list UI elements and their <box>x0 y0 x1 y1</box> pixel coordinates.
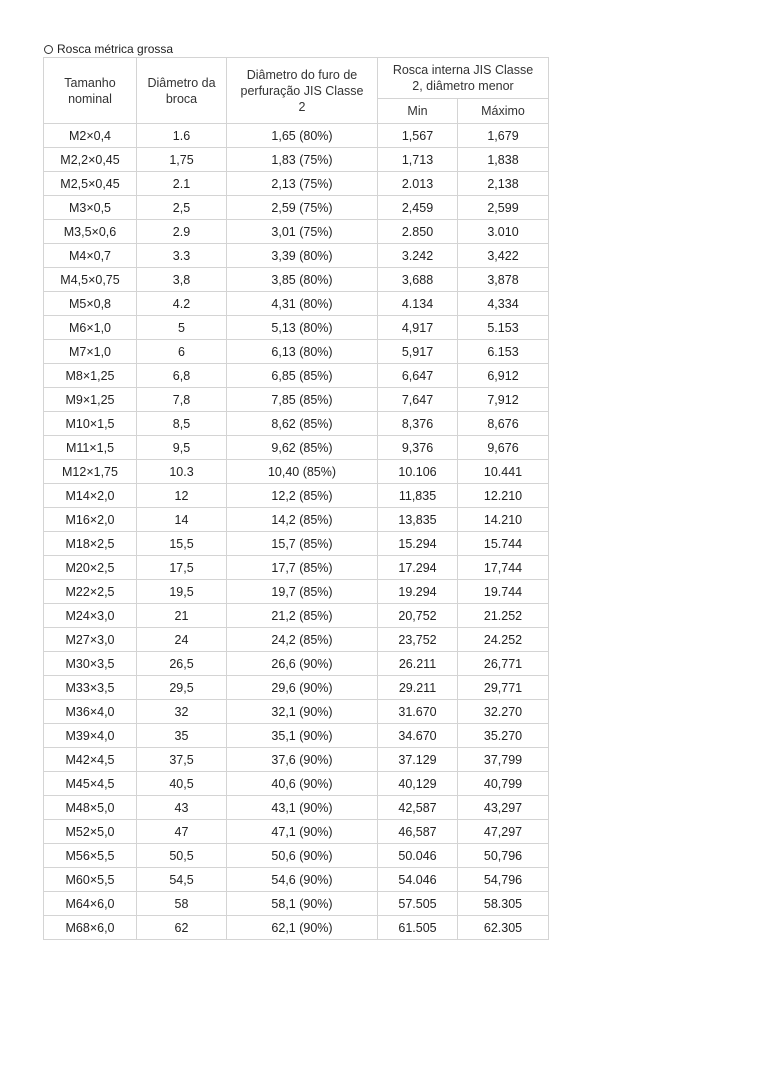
cell-min: 9,376 <box>378 436 458 460</box>
cell-hole-diameter: 17,7 (85%) <box>227 556 378 580</box>
cell-hole-diameter: 35,1 (90%) <box>227 724 378 748</box>
cell-drill-diameter: 2,5 <box>137 196 227 220</box>
cell-hole-diameter: 58,1 (90%) <box>227 892 378 916</box>
cell-max: 3,878 <box>458 268 549 292</box>
cell-nominal-size: M22×2,5 <box>44 580 137 604</box>
cell-max: 1,838 <box>458 148 549 172</box>
cell-nominal-size: M60×5,5 <box>44 868 137 892</box>
cell-min: 23,752 <box>378 628 458 652</box>
cell-max: 3.010 <box>458 220 549 244</box>
cell-hole-diameter: 26,6 (90%) <box>227 652 378 676</box>
header-internal-thread: Rosca interna JIS Classe 2, diâmetro menor <box>378 58 549 99</box>
cell-drill-diameter: 58 <box>137 892 227 916</box>
cell-drill-diameter: 2.1 <box>137 172 227 196</box>
cell-nominal-size: M20×2,5 <box>44 556 137 580</box>
cell-hole-diameter: 21,2 (85%) <box>227 604 378 628</box>
cell-max: 32.270 <box>458 700 549 724</box>
header-min: Min <box>378 99 458 124</box>
cell-drill-diameter: 35 <box>137 724 227 748</box>
table-row <box>44 796 549 820</box>
table-row <box>44 772 549 796</box>
cell-min: 13,835 <box>378 508 458 532</box>
cell-nominal-size: M7×1,0 <box>44 340 137 364</box>
cell-max: 6.153 <box>458 340 549 364</box>
table-row <box>44 844 549 868</box>
cell-nominal-size: M33×3,5 <box>44 676 137 700</box>
cell-hole-diameter: 12,2 (85%) <box>227 484 378 508</box>
cell-max: 50,796 <box>458 844 549 868</box>
header-nominal-size: Tamanho nominal <box>44 58 137 124</box>
cell-min: 3.242 <box>378 244 458 268</box>
cell-hole-diameter: 7,85 (85%) <box>227 388 378 412</box>
cell-hole-diameter: 15,7 (85%) <box>227 532 378 556</box>
cell-hole-diameter: 3,85 (80%) <box>227 268 378 292</box>
cell-min: 1,567 <box>378 124 458 148</box>
cell-min: 2,459 <box>378 196 458 220</box>
cell-min: 3,688 <box>378 268 458 292</box>
cell-drill-diameter: 15,5 <box>137 532 227 556</box>
cell-hole-diameter: 50,6 (90%) <box>227 844 378 868</box>
cell-nominal-size: M52×5,0 <box>44 820 137 844</box>
cell-nominal-size: M45×4,5 <box>44 772 137 796</box>
cell-hole-diameter: 1,65 (80%) <box>227 124 378 148</box>
cell-nominal-size: M24×3,0 <box>44 604 137 628</box>
cell-hole-diameter: 4,31 (80%) <box>227 292 378 316</box>
header-hole-diameter: Diâmetro do furo de perfuração JIS Classe 2 <box>227 58 378 124</box>
table-row <box>44 676 549 700</box>
cell-hole-diameter: 10,40 (85%) <box>227 460 378 484</box>
cell-min: 4,917 <box>378 316 458 340</box>
cell-max: 5.153 <box>458 316 549 340</box>
cell-max: 40,799 <box>458 772 549 796</box>
cell-hole-diameter: 29,6 (90%) <box>227 676 378 700</box>
cell-drill-diameter: 32 <box>137 700 227 724</box>
cell-min: 20,752 <box>378 604 458 628</box>
table-row <box>44 148 549 172</box>
cell-max: 9,676 <box>458 436 549 460</box>
table-row <box>44 556 549 580</box>
header-drill-diameter: Diâmetro da broca <box>137 58 227 124</box>
cell-min: 37.129 <box>378 748 458 772</box>
cell-drill-diameter: 40,5 <box>137 772 227 796</box>
cell-hole-diameter: 19,7 (85%) <box>227 580 378 604</box>
cell-drill-diameter: 3,8 <box>137 268 227 292</box>
cell-nominal-size: M11×1,5 <box>44 436 137 460</box>
cell-nominal-size: M42×4,5 <box>44 748 137 772</box>
table-row <box>44 172 549 196</box>
cell-nominal-size: M14×2,0 <box>44 484 137 508</box>
table-row <box>44 508 549 532</box>
cell-hole-diameter: 2,13 (75%) <box>227 172 378 196</box>
cell-drill-diameter: 8,5 <box>137 412 227 436</box>
table-row <box>44 316 549 340</box>
cell-max: 58.305 <box>458 892 549 916</box>
table-row <box>44 916 549 940</box>
cell-nominal-size: M48×5,0 <box>44 796 137 820</box>
table-row <box>44 604 549 628</box>
thread-table <box>43 57 549 940</box>
cell-nominal-size: M12×1,75 <box>44 460 137 484</box>
table-row <box>44 292 549 316</box>
table-row <box>44 460 549 484</box>
cell-min: 1,713 <box>378 148 458 172</box>
cell-min: 2.013 <box>378 172 458 196</box>
cell-nominal-size: M16×2,0 <box>44 508 137 532</box>
cell-nominal-size: M39×4,0 <box>44 724 137 748</box>
cell-max: 14.210 <box>458 508 549 532</box>
cell-max: 24.252 <box>458 628 549 652</box>
cell-min: 2.850 <box>378 220 458 244</box>
cell-drill-diameter: 10.3 <box>137 460 227 484</box>
cell-max: 43,297 <box>458 796 549 820</box>
cell-nominal-size: M6×1,0 <box>44 316 137 340</box>
cell-hole-diameter: 9,62 (85%) <box>227 436 378 460</box>
cell-drill-diameter: 3.3 <box>137 244 227 268</box>
cell-drill-diameter: 9,5 <box>137 436 227 460</box>
cell-drill-diameter: 24 <box>137 628 227 652</box>
cell-nominal-size: M18×2,5 <box>44 532 137 556</box>
cell-hole-diameter: 54,6 (90%) <box>227 868 378 892</box>
cell-min: 6,647 <box>378 364 458 388</box>
cell-max: 7,912 <box>458 388 549 412</box>
cell-min: 46,587 <box>378 820 458 844</box>
cell-nominal-size: M64×6,0 <box>44 892 137 916</box>
table-row <box>44 724 549 748</box>
cell-hole-diameter: 40,6 (90%) <box>227 772 378 796</box>
table-row <box>44 748 549 772</box>
cell-max: 21.252 <box>458 604 549 628</box>
cell-min: 7,647 <box>378 388 458 412</box>
cell-drill-diameter: 21 <box>137 604 227 628</box>
cell-max: 62.305 <box>458 916 549 940</box>
table-row <box>44 652 549 676</box>
cell-drill-diameter: 54,5 <box>137 868 227 892</box>
table-row <box>44 580 549 604</box>
cell-hole-diameter: 47,1 (90%) <box>227 820 378 844</box>
cell-min: 40,129 <box>378 772 458 796</box>
cell-drill-diameter: 62 <box>137 916 227 940</box>
cell-min: 4.134 <box>378 292 458 316</box>
cell-min: 42,587 <box>378 796 458 820</box>
cell-max: 6,912 <box>458 364 549 388</box>
table-row <box>44 364 549 388</box>
cell-hole-diameter: 5,13 (80%) <box>227 316 378 340</box>
cell-hole-diameter: 37,6 (90%) <box>227 748 378 772</box>
table-row <box>44 820 549 844</box>
cell-nominal-size: M2×0,4 <box>44 124 137 148</box>
cell-min: 5,917 <box>378 340 458 364</box>
cell-nominal-size: M4×0,7 <box>44 244 137 268</box>
cell-max: 12.210 <box>458 484 549 508</box>
cell-drill-diameter: 2.9 <box>137 220 227 244</box>
cell-nominal-size: M10×1,5 <box>44 412 137 436</box>
cell-hole-diameter: 6,13 (80%) <box>227 340 378 364</box>
cell-max: 4,334 <box>458 292 549 316</box>
table-row <box>44 436 549 460</box>
cell-hole-diameter: 32,1 (90%) <box>227 700 378 724</box>
cell-nominal-size: M9×1,25 <box>44 388 137 412</box>
cell-min: 8,376 <box>378 412 458 436</box>
cell-max: 26,771 <box>458 652 549 676</box>
cell-drill-diameter: 47 <box>137 820 227 844</box>
table-row <box>44 412 549 436</box>
cell-min: 15.294 <box>378 532 458 556</box>
header-row <box>44 58 549 99</box>
cell-max: 47,297 <box>458 820 549 844</box>
cell-nominal-size: M68×6,0 <box>44 916 137 940</box>
cell-max: 15.744 <box>458 532 549 556</box>
cell-max: 35.270 <box>458 724 549 748</box>
cell-hole-diameter: 24,2 (85%) <box>227 628 378 652</box>
cell-nominal-size: M8×1,25 <box>44 364 137 388</box>
cell-hole-diameter: 3,39 (80%) <box>227 244 378 268</box>
cell-drill-diameter: 1.6 <box>137 124 227 148</box>
cell-drill-diameter: 17,5 <box>137 556 227 580</box>
cell-hole-diameter: 43,1 (90%) <box>227 796 378 820</box>
cell-drill-diameter: 50,5 <box>137 844 227 868</box>
cell-hole-diameter: 8,62 (85%) <box>227 412 378 436</box>
cell-max: 29,771 <box>458 676 549 700</box>
table-row <box>44 244 549 268</box>
cell-nominal-size: M56×5,5 <box>44 844 137 868</box>
cell-max: 3,422 <box>458 244 549 268</box>
cell-drill-diameter: 19,5 <box>137 580 227 604</box>
cell-drill-diameter: 26,5 <box>137 652 227 676</box>
cell-max: 37,799 <box>458 748 549 772</box>
cell-max: 8,676 <box>458 412 549 436</box>
cell-drill-diameter: 5 <box>137 316 227 340</box>
table-row <box>44 220 549 244</box>
cell-min: 34.670 <box>378 724 458 748</box>
caption-text: Rosca métrica grossa <box>57 42 174 56</box>
cell-min: 29.211 <box>378 676 458 700</box>
cell-min: 31.670 <box>378 700 458 724</box>
cell-min: 19.294 <box>378 580 458 604</box>
cell-nominal-size: M30×3,5 <box>44 652 137 676</box>
cell-nominal-size: M4,5×0,75 <box>44 268 137 292</box>
circle-bullet-icon <box>44 45 53 54</box>
cell-hole-diameter: 62,1 (90%) <box>227 916 378 940</box>
table-row <box>44 340 549 364</box>
cell-drill-diameter: 29,5 <box>137 676 227 700</box>
cell-min: 57.505 <box>378 892 458 916</box>
cell-drill-diameter: 7,8 <box>137 388 227 412</box>
cell-drill-diameter: 1,75 <box>137 148 227 172</box>
cell-max: 10.441 <box>458 460 549 484</box>
cell-min: 11,835 <box>378 484 458 508</box>
table-caption <box>44 42 173 57</box>
cell-min: 50.046 <box>378 844 458 868</box>
cell-drill-diameter: 6,8 <box>137 364 227 388</box>
table-row <box>44 124 549 148</box>
cell-nominal-size: M27×3,0 <box>44 628 137 652</box>
cell-max: 2,599 <box>458 196 549 220</box>
cell-nominal-size: M3,5×0,6 <box>44 220 137 244</box>
cell-max: 1,679 <box>458 124 549 148</box>
table-row <box>44 700 549 724</box>
cell-drill-diameter: 6 <box>137 340 227 364</box>
cell-min: 26.211 <box>378 652 458 676</box>
cell-hole-diameter: 14,2 (85%) <box>227 508 378 532</box>
cell-nominal-size: M36×4,0 <box>44 700 137 724</box>
cell-nominal-size: M3×0,5 <box>44 196 137 220</box>
table-row <box>44 484 549 508</box>
header-max: Máximo <box>458 99 549 124</box>
cell-nominal-size: M5×0,8 <box>44 292 137 316</box>
cell-drill-diameter: 37,5 <box>137 748 227 772</box>
table-row <box>44 532 549 556</box>
cell-nominal-size: M2,5×0,45 <box>44 172 137 196</box>
cell-drill-diameter: 12 <box>137 484 227 508</box>
cell-drill-diameter: 14 <box>137 508 227 532</box>
table-row <box>44 628 549 652</box>
table-row <box>44 892 549 916</box>
cell-drill-diameter: 4.2 <box>137 292 227 316</box>
table-row <box>44 268 549 292</box>
cell-min: 61.505 <box>378 916 458 940</box>
cell-drill-diameter: 43 <box>137 796 227 820</box>
cell-max: 2,138 <box>458 172 549 196</box>
cell-min: 17.294 <box>378 556 458 580</box>
table-row <box>44 868 549 892</box>
cell-hole-diameter: 1,83 (75%) <box>227 148 378 172</box>
cell-max: 17,744 <box>458 556 549 580</box>
cell-hole-diameter: 2,59 (75%) <box>227 196 378 220</box>
cell-max: 54,796 <box>458 868 549 892</box>
cell-min: 10.106 <box>378 460 458 484</box>
cell-hole-diameter: 3,01 (75%) <box>227 220 378 244</box>
cell-nominal-size: M2,2×0,45 <box>44 148 137 172</box>
table-body <box>44 124 549 940</box>
cell-min: 54.046 <box>378 868 458 892</box>
table-row <box>44 388 549 412</box>
cell-max: 19.744 <box>458 580 549 604</box>
cell-hole-diameter: 6,85 (85%) <box>227 364 378 388</box>
table-row <box>44 196 549 220</box>
